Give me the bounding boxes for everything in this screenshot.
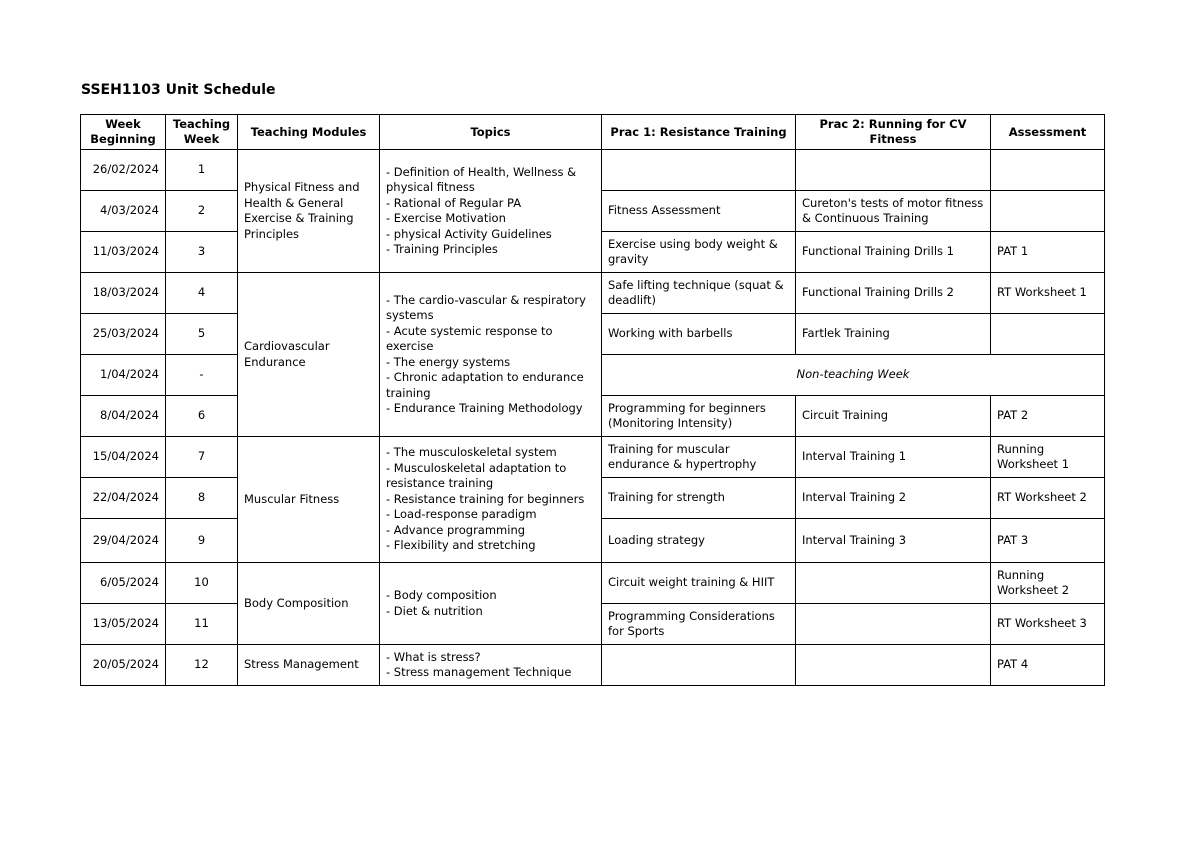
non-teaching-label: Non-teaching Week: [796, 367, 910, 382]
prac2-cell: Fartlek Training: [796, 314, 991, 355]
prac2-cell: [796, 604, 991, 645]
topic-item: - Resistance training for beginners: [386, 491, 585, 506]
header-teaching-modules: Teaching Modules: [238, 115, 380, 150]
prac2-cell: Interval Training 2: [796, 478, 991, 519]
teaching-week-cell: 1: [166, 150, 238, 191]
week-beginning-cell: 29/04/2024: [81, 519, 166, 563]
topics-cell: [380, 563, 602, 645]
teaching-week-cell: 8: [166, 478, 238, 519]
assessment-cell: Running Worksheet 1: [991, 437, 1105, 478]
teaching-week-cell: 11: [166, 604, 238, 645]
topic-item: - The musculoskeletal system: [386, 445, 557, 460]
topic-item: - Stress management Technique: [386, 665, 572, 679]
topics-cell: [380, 150, 602, 273]
teaching-week-cell: -: [166, 355, 238, 396]
assessment-cell: PAT 2: [991, 396, 1105, 437]
assessment-cell: Running Worksheet 2: [991, 563, 1105, 604]
module-cell: Physical Fitness and Health & General Exercise & Training Principles: [238, 150, 380, 273]
header-prac2: Prac 2: Running for CV Fitness: [796, 115, 991, 150]
header-topics: Topics: [380, 115, 602, 150]
prac1-cell: Programming for beginners (Monitoring Intensity): [602, 396, 796, 437]
topic-item: - Acute systemic response to exercise: [386, 323, 553, 353]
prac2-cell: [796, 645, 991, 686]
topic-item: - physical Activity Guidelines: [386, 226, 552, 241]
topic-item: - Diet & nutrition: [386, 603, 483, 618]
topic-item: - Exercise Motivation: [386, 211, 506, 225]
topic-item: - Chronic adaptation to endurance training: [386, 370, 584, 400]
week-beginning-cell: 22/04/2024: [81, 478, 166, 519]
prac1-cell: Exercise using body weight & gravity: [602, 232, 796, 273]
assessment-cell: [991, 191, 1105, 232]
unit-schedule-table: [80, 114, 1105, 686]
table-row: [81, 645, 1105, 686]
topic-item: - Training Principles: [386, 242, 498, 256]
header-teaching-week: Teaching Week: [166, 115, 238, 150]
prac1-cell: Working with barbells: [602, 314, 796, 355]
module-cell: Body Composition: [238, 563, 380, 645]
prac2-cell: Cureton's tests of motor fitness & Continuous Training: [796, 191, 991, 232]
assessment-cell: PAT 3: [991, 519, 1105, 563]
header-week-beginning: Week Beginning: [81, 115, 166, 150]
topic-item: - What is stress?: [386, 649, 481, 664]
teaching-week-cell: 4: [166, 273, 238, 314]
assessment-cell: [991, 314, 1105, 355]
assessment-cell: PAT 4: [991, 645, 1105, 686]
prac1-cell: Training for muscular endurance & hypertrophy: [602, 437, 796, 478]
header-prac1: Prac 1: Resistance Training: [602, 115, 796, 150]
module-cell: Muscular Fitness: [238, 437, 380, 563]
teaching-week-cell: 7: [166, 437, 238, 478]
week-beginning-cell: 8/04/2024: [81, 396, 166, 437]
module-cell: Stress Management: [238, 645, 380, 686]
prac1-cell: Circuit weight training & HIIT: [602, 563, 796, 604]
week-beginning-cell: 4/03/2024: [81, 191, 166, 232]
assessment-cell: RT Worksheet 1: [991, 273, 1105, 314]
table-row: [81, 563, 1105, 604]
teaching-week-cell: 2: [166, 191, 238, 232]
prac1-cell: Fitness Assessment: [602, 191, 796, 232]
non-teaching-week-cell: [602, 355, 1105, 396]
prac2-cell: [796, 563, 991, 604]
prac2-cell: [796, 150, 991, 191]
table-row: [81, 437, 1105, 478]
topic-item: - Flexibility and stretching: [386, 538, 536, 553]
week-beginning-cell: 26/02/2024: [81, 150, 166, 191]
topic-item: - Definition of Health, Wellness & physical fitness: [386, 164, 577, 194]
prac1-cell: [602, 645, 796, 686]
topic-item: - Musculoskeletal adaptation to resistance training: [386, 460, 567, 491]
table-row: [81, 150, 1105, 191]
module-cell: Cardiovascular Endurance: [238, 273, 380, 437]
week-beginning-cell: 6/05/2024: [81, 563, 166, 604]
topic-item: - The cardio-vascular & respiratory systems: [386, 292, 586, 322]
topic-item: - Advance programming: [386, 522, 526, 537]
header-assessment: Assessment: [991, 115, 1105, 150]
week-beginning-cell: 1/04/2024: [81, 355, 166, 396]
topic-item: - The energy systems: [386, 354, 511, 369]
topics-cell: [380, 273, 602, 437]
assessment-cell: RT Worksheet 3: [991, 604, 1105, 645]
teaching-week-cell: 3: [166, 232, 238, 273]
prac2-cell: Circuit Training: [796, 396, 991, 437]
teaching-week-cell: 12: [166, 645, 238, 686]
teaching-week-cell: 6: [166, 396, 238, 437]
teaching-week-cell: 10: [166, 563, 238, 604]
prac2-cell: Interval Training 3: [796, 519, 991, 563]
topic-item: - Body composition: [386, 588, 497, 602]
page-title: SSEH1103 Unit Schedule: [81, 82, 276, 98]
topics-cell: [380, 645, 602, 686]
prac2-cell: Functional Training Drills 2: [796, 273, 991, 314]
week-beginning-cell: 25/03/2024: [81, 314, 166, 355]
assessment-cell: RT Worksheet 2: [991, 478, 1105, 519]
topic-item: - Rational of Regular PA: [386, 195, 522, 210]
topics-cell: [380, 437, 602, 563]
topic-item: - Load-response paradigm: [386, 507, 537, 522]
prac1-cell: Safe lifting technique (squat & deadlift): [602, 273, 796, 314]
topic-item: - Endurance Training Methodology: [386, 401, 583, 415]
teaching-week-cell: 5: [166, 314, 238, 355]
assessment-cell: [991, 150, 1105, 191]
assessment-cell: PAT 1: [991, 232, 1105, 273]
teaching-week-cell: 9: [166, 519, 238, 563]
week-beginning-cell: 18/03/2024: [81, 273, 166, 314]
week-beginning-cell: 15/04/2024: [81, 437, 166, 478]
table-row: [81, 273, 1105, 314]
prac1-cell: [602, 150, 796, 191]
week-beginning-cell: 20/05/2024: [81, 645, 166, 686]
header-row: [81, 115, 1105, 150]
prac1-cell: Loading strategy: [602, 519, 796, 563]
prac1-cell: Training for strength: [602, 478, 796, 519]
prac1-cell: Programming Considerations for Sports: [602, 604, 796, 645]
prac2-cell: Functional Training Drills 1: [796, 232, 991, 273]
week-beginning-cell: 11/03/2024: [81, 232, 166, 273]
week-beginning-cell: 13/05/2024: [81, 604, 166, 645]
prac2-cell: Interval Training 1: [796, 437, 991, 478]
